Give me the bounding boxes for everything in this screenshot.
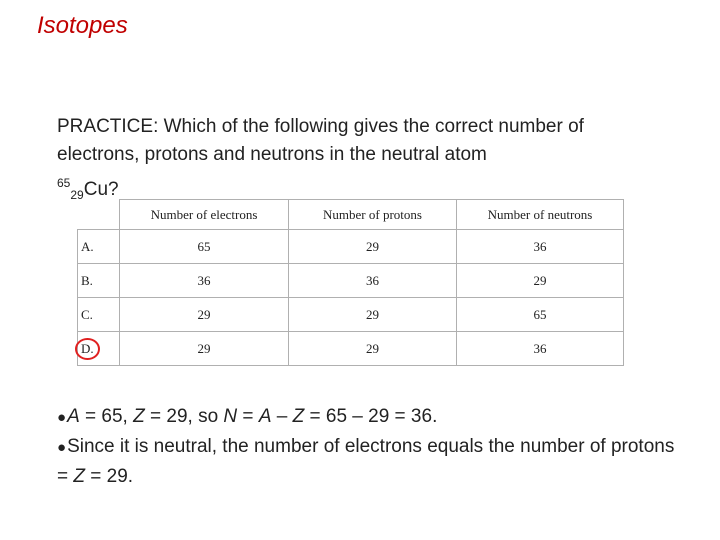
electrons-cell: 29	[120, 298, 289, 332]
text: = 29.	[84, 466, 134, 487]
text: =	[237, 406, 259, 427]
protons-cell: 36	[289, 264, 457, 298]
text: Since it is neutral, the number of electrons equals the number of protons =	[57, 436, 675, 487]
electrons-cell: 65	[120, 230, 289, 264]
bullet-icon: ●	[57, 439, 67, 456]
question-text	[57, 113, 667, 209]
neutrons-cell: 36	[457, 332, 624, 366]
electrons-cell: 29	[120, 332, 289, 366]
neutrons-cell: 29	[457, 264, 624, 298]
header-electrons: Number of electrons	[120, 200, 289, 230]
neutrons-cell: 36	[457, 230, 624, 264]
var-z: Z	[73, 466, 85, 487]
table-row	[78, 230, 624, 264]
mass-number: 65	[57, 176, 71, 190]
electrons-cell: 36	[120, 264, 289, 298]
text: –	[271, 406, 293, 427]
header-protons: Number of protons	[289, 200, 457, 230]
slide-title: Isotopes	[37, 12, 128, 39]
option-label: A.	[78, 230, 120, 264]
table-row	[78, 264, 624, 298]
element-symbol: Cu	[83, 179, 109, 200]
protons-cell: 29	[289, 230, 457, 264]
answer-table	[77, 199, 624, 366]
header-neutrons: Number of neutrons	[457, 200, 624, 230]
var-n: N	[223, 406, 238, 427]
protons-cell: 29	[289, 332, 457, 366]
solution-line-1	[57, 402, 677, 432]
neutrons-cell: 65	[457, 298, 624, 332]
table-header-row	[78, 200, 624, 230]
option-label-cell	[78, 332, 120, 366]
text: = 29, so	[144, 406, 224, 427]
atomic-number: 29	[70, 188, 84, 202]
option-label: C.	[78, 298, 120, 332]
text: = 65,	[79, 406, 134, 427]
header-blank-cell	[78, 200, 120, 230]
bullet-icon: ●	[57, 409, 67, 426]
solution-notes	[57, 402, 677, 491]
solution-line-2	[57, 432, 677, 491]
var-z: Z	[292, 406, 305, 427]
var-a: A	[67, 406, 80, 427]
var-z: Z	[133, 406, 145, 427]
protons-cell: 29	[289, 298, 457, 332]
option-label: B.	[78, 264, 120, 298]
correct-answer-circle: D.	[75, 338, 100, 360]
text: = 65 – 29 = 36.	[304, 406, 438, 427]
var-a: A	[258, 406, 272, 427]
table-row	[78, 298, 624, 332]
question-body: PRACTICE: Which of the following gives the correct number of electrons, protons and neutrons in the neutral atom	[57, 116, 584, 165]
question-mark: ?	[108, 179, 119, 200]
table-row	[78, 332, 624, 366]
